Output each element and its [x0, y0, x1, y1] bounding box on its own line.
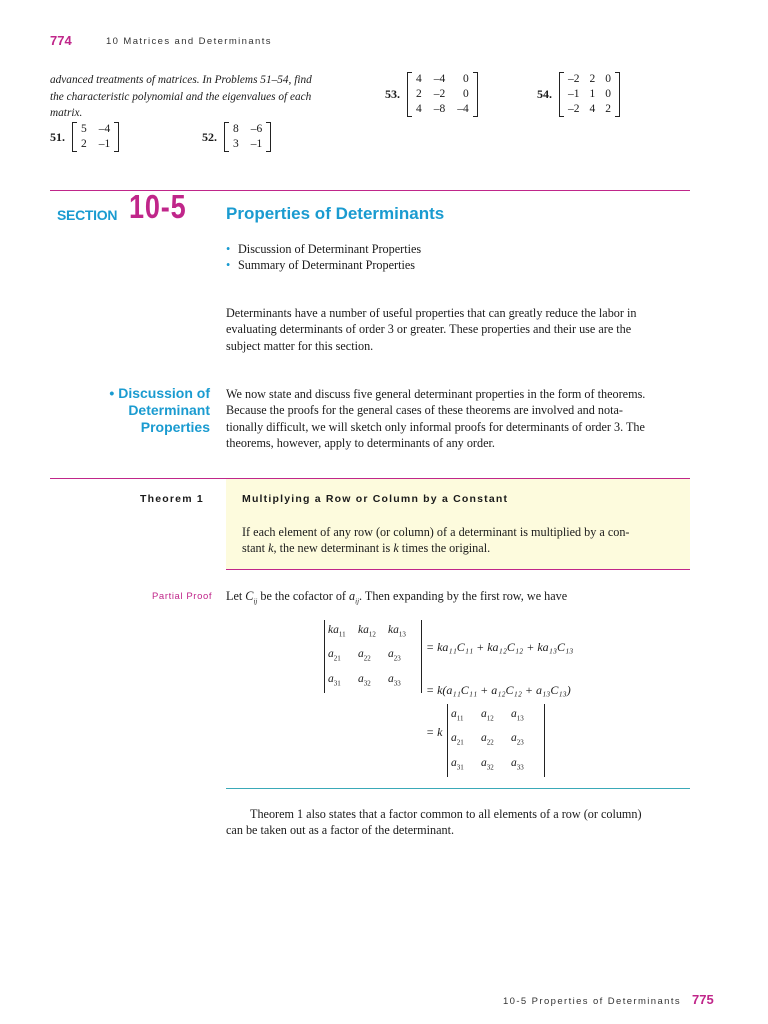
- determinant-ka: [324, 620, 422, 693]
- determinant-entry: $ka_{13}$: [388, 624, 406, 639]
- theorem-bottom-rule: [226, 569, 690, 570]
- page-number-right: 775: [692, 992, 714, 1007]
- matrix: –2 2 0 –1 1 0 –2 4 2: [559, 72, 620, 117]
- equation-line-1: = ka₁₁C₁₁ + ka₁₂C₁₂ + ka₁₃C₁₃: [426, 640, 574, 654]
- determinant-entry: $a_{23}$: [388, 648, 401, 663]
- margin-heading: • Discussion of Determinant Properties: [109, 385, 210, 435]
- determinant-entry: $ka_{12}$: [358, 624, 376, 639]
- problem-label: 51.: [50, 129, 65, 144]
- page-number-left: 774: [50, 33, 72, 48]
- section-bullet: • Discussion of Determinant Properties: [226, 242, 422, 256]
- determinant-entry: $a_{22}$: [481, 732, 494, 747]
- running-head-left: 10 Matrices and Determinants: [106, 36, 272, 47]
- theorem-label: Theorem 1: [140, 493, 204, 505]
- closing-paragraph: Theorem 1 also states that a factor common to all elements of a row (or column) can be taken out as a factor of the determinant.: [226, 807, 642, 838]
- exercise-intro-line: the characteristic polynomial and the eigenvalues of each: [50, 90, 312, 103]
- section-bullet-list: [226, 241, 421, 274]
- problem-label: 54.: [537, 87, 552, 101]
- determinant-a: [447, 704, 545, 777]
- determinant-entry: $a_{22}$: [358, 648, 371, 663]
- problem-label: 52.: [202, 129, 217, 144]
- proof-text: Let $C_{ij}$ be the cofactor of $a_{ij}$. Then expanding by the first row, we have: [226, 589, 568, 606]
- theorem-statement: If each element of any row (or column) of a determinant is multiplied by a con- stant k, the new determinant is k times the original.: [242, 525, 630, 556]
- determinant-entry: $a_{23}$: [511, 732, 524, 747]
- discussion-paragraph: We now state and discuss five general determinant properties in the form of theorems. Because the proofs for the general cases of these theorems are involved and nota- tionally difficult, we will sketch only informal proofs for determinants of order 3. The theorems, however, apply to determinants of any order.: [226, 387, 646, 451]
- determinant-entry: $a_{32}$: [358, 672, 371, 687]
- determinant-entry: $a_{32}$: [481, 756, 494, 771]
- determinant-entry: $a_{33}$: [388, 672, 401, 687]
- determinant-entry: $a_{11}$: [451, 708, 464, 723]
- proof-label: Partial Proof: [152, 591, 213, 602]
- determinant-entry: $a_{31}$: [451, 756, 464, 771]
- exercise-intro: [50, 72, 340, 122]
- problem-51: [50, 122, 119, 152]
- section-title: Properties of Determinants: [226, 204, 445, 223]
- matrix: 8 –6 3 –1: [224, 122, 271, 152]
- section-word: SECTION: [57, 207, 118, 223]
- determinant-entry: $a_{33}$: [511, 756, 524, 771]
- section-number: 10-5: [129, 188, 187, 225]
- running-head-right: 10-5 Properties of Determinants: [503, 996, 682, 1007]
- problem-label: 53.: [385, 87, 400, 101]
- problem-52: [202, 122, 271, 152]
- theorem-title: Multiplying a Row or Column by a Constant: [242, 493, 509, 505]
- section-bullet: • Summary of Determinant Properties: [226, 258, 416, 273]
- determinant-entry: $a_{12}$: [481, 708, 494, 723]
- margin-bullet: •: [109, 385, 115, 401]
- proof-end-rule: [226, 788, 690, 789]
- determinant-entry: $a_{21}$: [451, 732, 464, 747]
- determinant-entry: $a_{21}$: [328, 648, 341, 663]
- determinant-entry: $ka_{11}$: [328, 624, 346, 639]
- determinant-entry: $a_{31}$: [328, 672, 341, 687]
- equation-line-2: = k(a₁₁C₁₁ + a₁₂C₁₂ + a₁₃C₁₃): [426, 683, 571, 697]
- equation-prefix: = k: [426, 725, 443, 739]
- problem-54: [537, 72, 620, 117]
- exercise-intro-line: matrix.: [50, 107, 83, 119]
- determinant-entry: $a_{13}$: [511, 708, 524, 723]
- matrix: 5 –4 2 –1: [72, 122, 119, 152]
- intro-paragraph: Determinants have a number of useful properties that can greatly reduce the labor in evaluating determinants of order 3 or greater. These properties and their use are the subject matter for this section.: [226, 306, 637, 353]
- exercise-intro-line: advanced treatments of matrices. In Problems 51–54, find: [50, 74, 312, 86]
- matrix: 4 –4 0 2 –2 0 4 –8 –4: [407, 72, 478, 117]
- problem-53: [385, 72, 478, 117]
